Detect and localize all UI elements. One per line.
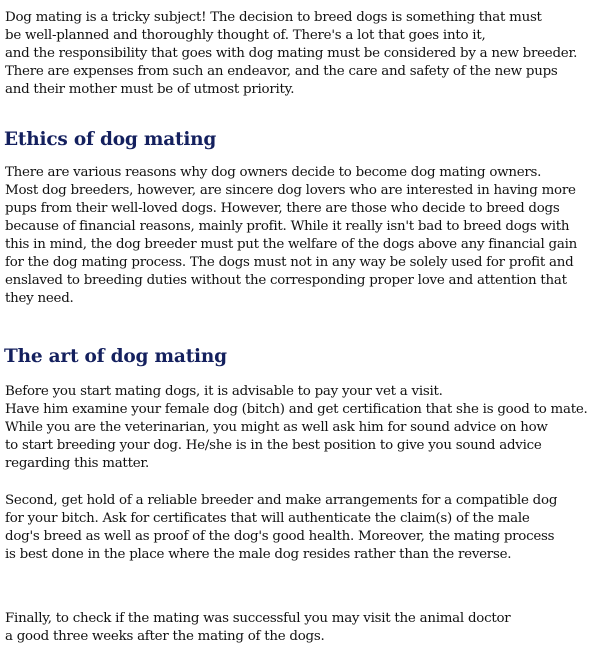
text-line: for the dog mating process. The dogs must not in any way be solely used for profit and — [5, 255, 574, 270]
text-line: they need. — [5, 291, 74, 306]
text-line: is best done in the place where the male dog resides rather than the reverse. — [5, 547, 512, 562]
section-heading-ethics: Ethics of dog mating — [4, 129, 217, 150]
text-line: Most dog breeders, however, are sincere dog lovers who are interested in having more — [5, 183, 576, 198]
text-line: enslaved to breeding duties without the corresponding proper love and attention that — [5, 273, 567, 288]
text-line: be well-planned and thoroughly thought of. There's a lot that goes into it, — [5, 28, 486, 43]
text-line: There are expenses from such an endeavor, and the care and safety of the new pups — [5, 64, 558, 79]
text-line: Second, get hold of a reliable breeder and make arrangements for a compatible dog — [5, 493, 558, 508]
text-line: a good three weeks after the mating of the dogs. — [5, 629, 325, 644]
text-line: While you are the veterinarian, you might as well ask him for sound advice on how — [5, 420, 548, 435]
text-line: and their mother must be of utmost priority. — [5, 82, 295, 97]
text-line: Dog mating is a tricky subject! The decision to breed dogs is something that must — [5, 10, 542, 25]
text-line: this in mind, the dog breeder must put the welfare of the dogs above any financial gain — [5, 237, 578, 252]
section-heading-art: The art of dog mating — [4, 346, 227, 367]
text-line: Finally, to check if the mating was successful you may visit the animal doctor — [5, 611, 511, 626]
text-line: and the responsibility that goes with dog mating must be considered by a new breeder. — [5, 46, 578, 61]
text-line: for your bitch. Ask for certificates that will authenticate the claim(s) of the male — [5, 511, 530, 526]
text-line: There are various reasons why dog owners decide to become dog mating owners. — [5, 165, 542, 180]
text-line: dog's breed as well as proof of the dog's good health. Moreover, the mating process — [5, 529, 555, 544]
text-line: Before you start mating dogs, it is advisable to pay your vet a visit. — [5, 384, 443, 399]
text-line: because of financial reasons, mainly profit. While it really isn't bad to breed dogs with — [5, 219, 570, 234]
text-line: pups from their well-loved dogs. However, there are those who decide to breed dogs — [5, 201, 560, 216]
text-line: regarding this matter. — [5, 456, 150, 471]
text-line: to start breeding your dog. He/she is in the best position to give you sound advice — [5, 438, 542, 453]
text-line: Have him examine your female dog (bitch) and get certification that she is good to mate. — [5, 402, 588, 417]
